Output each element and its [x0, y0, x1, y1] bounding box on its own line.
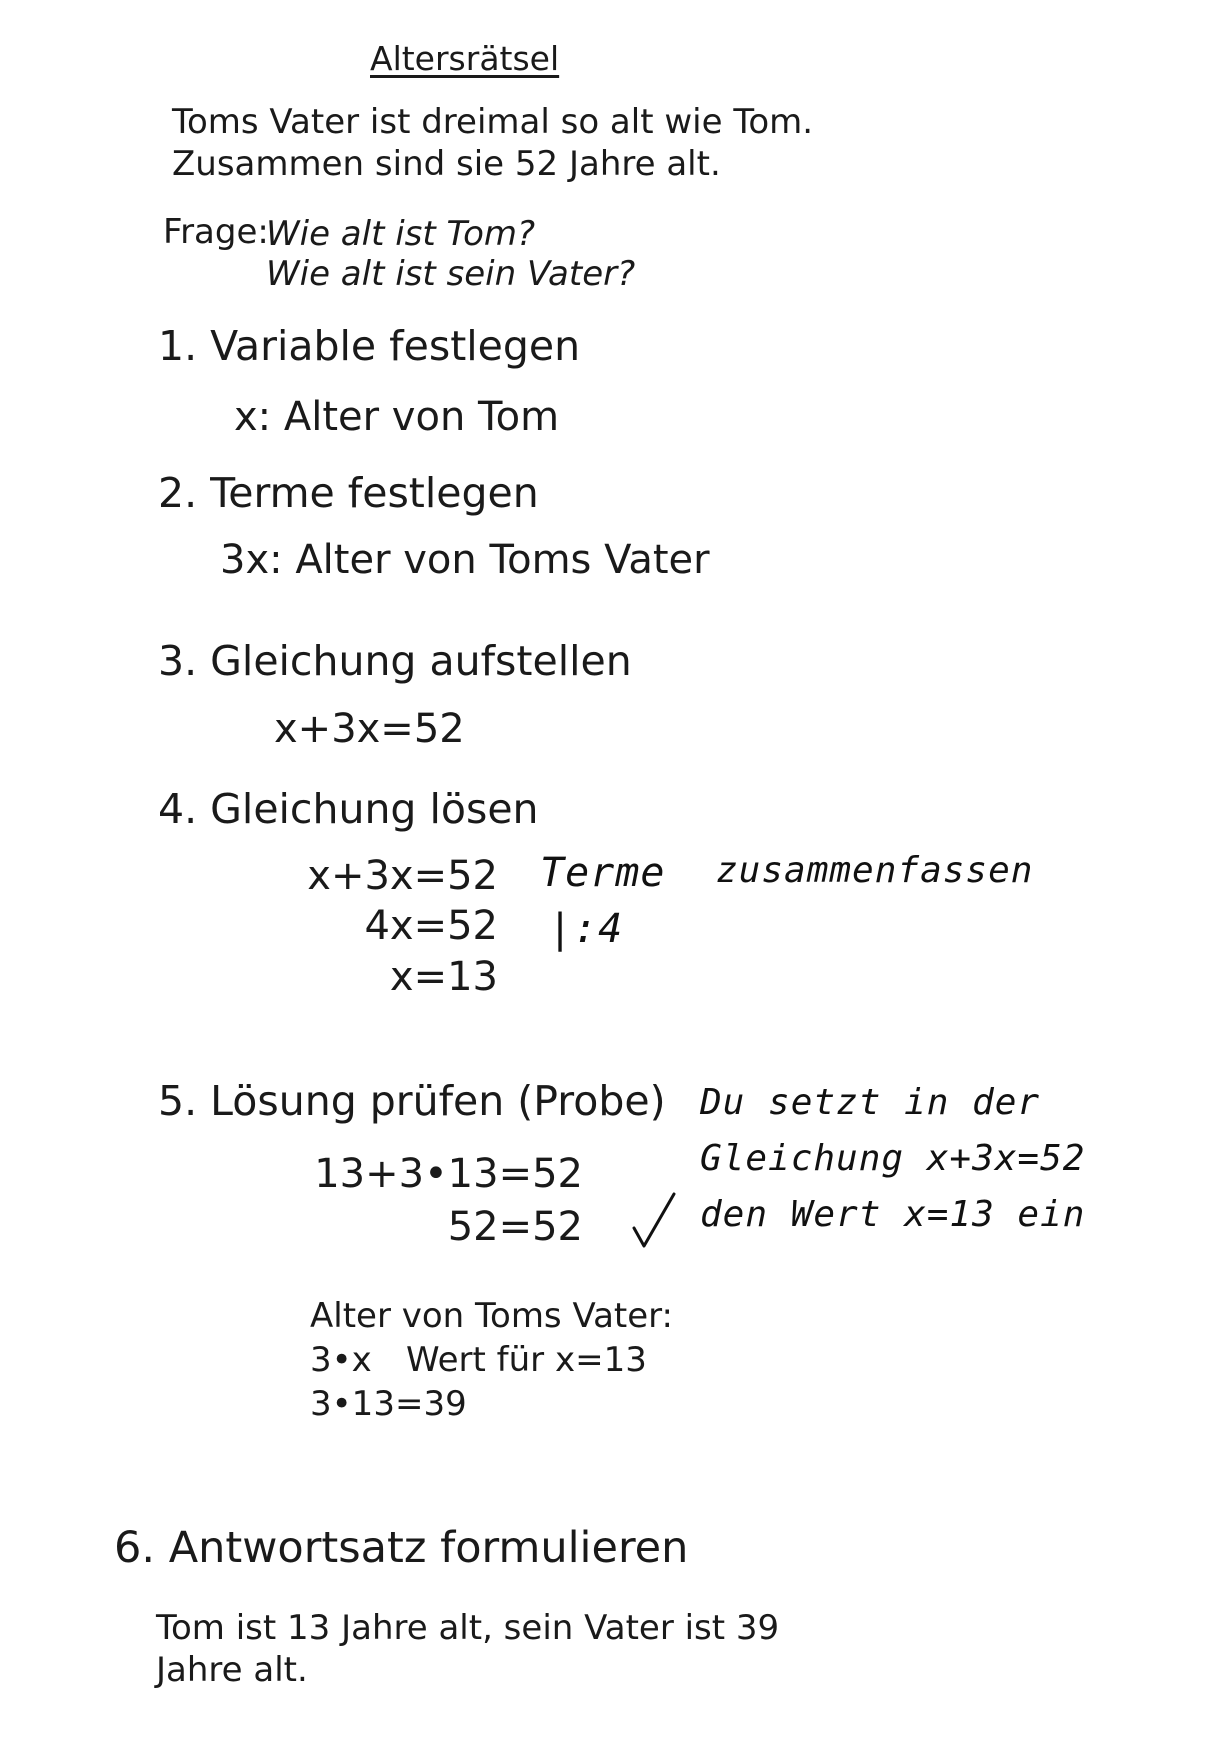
step-5-note-3: den Wert x=13 ein — [700, 1194, 1086, 1235]
step-5-note-2: Gleichung x+3x=52 — [700, 1138, 1086, 1179]
check-mark-icon — [630, 1190, 678, 1252]
question-1: Wie alt ist Tom? — [266, 214, 536, 254]
problem-line-2: Zusammen sind sie 52 Jahre alt. — [172, 144, 721, 184]
step-1-content: x: Alter von Tom — [234, 394, 560, 440]
page-title: Altersrätsel — [370, 39, 560, 78]
problem-line-1: Toms Vater ist dreimal so alt wie Tom. — [172, 102, 814, 142]
step-4-note-zusammenfassen: zusammenfassen — [716, 850, 1034, 891]
step-4-line-3: x=13 — [389, 954, 498, 1000]
step-4-note-terme: Terme — [540, 850, 666, 896]
step-2-heading: 2. Terme festlegen — [158, 469, 539, 517]
step-6-heading: 6. Antwortsatz formulieren — [114, 1523, 689, 1573]
father-age-line-1: Alter von Toms Vater: — [310, 1296, 673, 1336]
step-2-content: 3x: Alter von Toms Vater — [220, 537, 710, 583]
step-4-line-1: x+3x=52 — [307, 853, 498, 899]
step-4-line-2: 4x=52 — [364, 903, 498, 949]
step-5-line-1: 13+3•13=52 — [314, 1151, 583, 1197]
question-label: Frage: — [163, 212, 269, 252]
father-age-term: 3•x — [310, 1340, 372, 1380]
step-5-line-2: 52=52 — [447, 1204, 583, 1250]
answer-line-2: Jahre alt. — [156, 1650, 308, 1690]
step-5-note-1: Du setzt in der — [700, 1082, 1041, 1123]
step-5-heading: 5. Lösung prüfen (Probe) — [158, 1077, 666, 1125]
step-4-heading: 4. Gleichung lösen — [158, 785, 539, 833]
step-3-heading: 3. Gleichung aufstellen — [158, 637, 632, 685]
father-age-value-note: Wert für x=13 — [406, 1340, 647, 1380]
father-age-result: 3•13=39 — [310, 1384, 467, 1424]
step-3-equation: x+3x=52 — [274, 706, 465, 752]
step-4-note-divide: |:4 — [548, 906, 624, 952]
answer-line-1: Tom ist 13 Jahre alt, sein Vater ist 39 — [156, 1608, 780, 1648]
question-2: Wie alt ist sein Vater? — [266, 254, 636, 294]
step-1-heading: 1. Variable festlegen — [158, 322, 581, 370]
